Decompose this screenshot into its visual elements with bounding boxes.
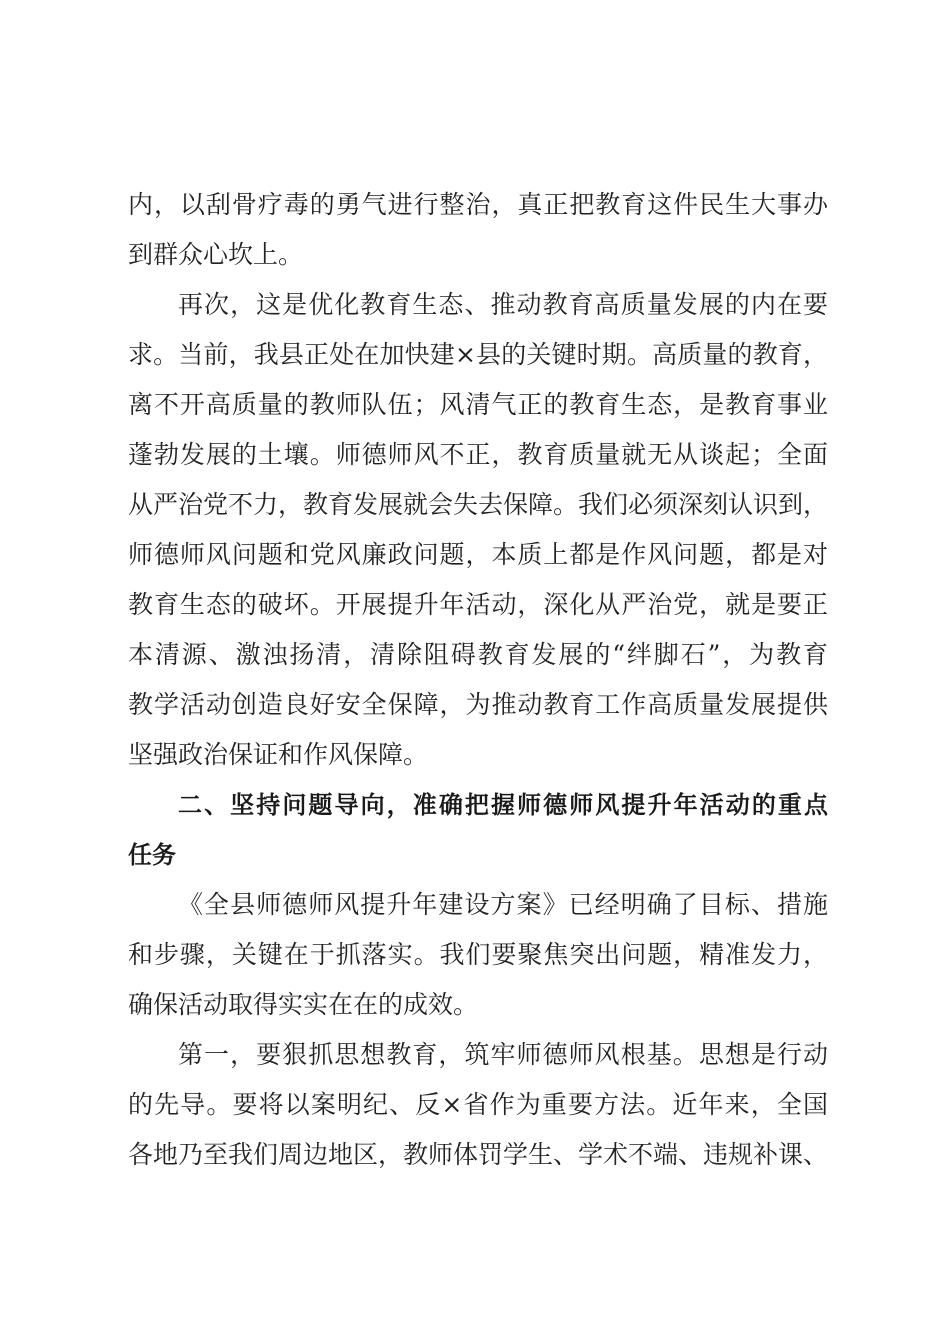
text-line: 确保活动取得实实在在的成效。 [128,990,479,1019]
section-heading: 二、坚持问题导向，准确把握师德师风提升年活动的重点 [178,791,828,819]
text-line: 蓬勃发展的土壤。师德师风不正，教育质量就无从谈起；全面 [128,440,828,469]
text-line: 从严治党不力，教育发展就会失去保障。我们必须深刻认识到， [128,490,829,519]
text-line: 到群众心坎上。 [128,240,304,269]
text-line: 离不开高质量的教师队伍；风清气正的教育生态，是教育事业 [128,390,828,419]
text-line: 各地乃至我们周边地区，教师体罚学生、学术不端、违规补课、 [128,1140,829,1169]
text-line: 师德师风问题和党风廉政问题，本质上都是作风问题，都是对 [128,540,828,569]
paragraph-first-line: 再次，这是优化教育生态、推动教育高质量发展的内在要 [178,290,828,319]
text-line: 和步骤，关键在于抓落实。我们要聚焦突出问题，精准发力， [128,940,828,969]
paragraph-first-line: 第一，要狠抓思想教育，筑牢师德师风根基。思想是行动 [178,1040,828,1069]
text-line: 求。当前，我县正处在加快建×县的关键时期。高质量的教育， [128,340,828,369]
text-line: 本清源、激浊扬清，清除阻碍教育发展的“绊脚石”，为教育 [128,640,828,669]
document-body [128,180,828,1180]
text-line: 内，以刮骨疗毒的勇气进行整治，真正把教育这件民生大事办 [128,190,828,219]
text-line: 坚强政治保证和作风保障。 [128,740,429,769]
section-heading-continued: 任务 [128,841,176,869]
text-line: 教育生态的破坏。开展提升年活动，深化从严治党，就是要正 [128,590,828,619]
paragraph-first-line: 《全县师德师风提升年建设方案》已经明确了目标、措施 [178,890,828,919]
text-line: 教学活动创造良好安全保障，为推动教育工作高质量发展提供 [128,690,828,719]
text-line: 的先导。要将以案明纪、反×省作为重要方法。近年来，全国 [128,1090,828,1119]
